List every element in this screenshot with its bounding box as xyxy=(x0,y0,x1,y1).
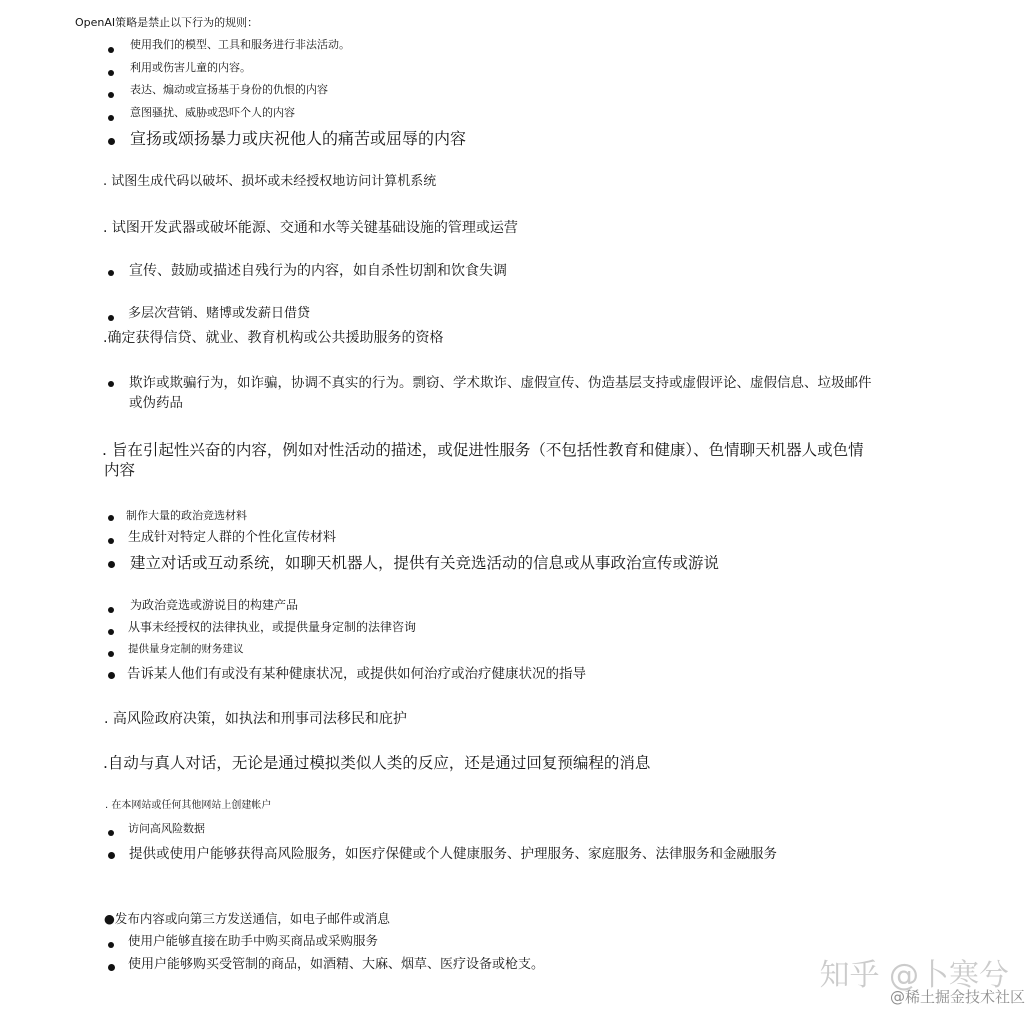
list-item: 表达、煽动或宣扬基于身份的仇恨的内容 xyxy=(130,83,328,96)
bullet-icon xyxy=(108,315,114,321)
list-item: 告诉某人他们有或没有某种健康状况，或提供如何治疗或治疗健康状况的指导 xyxy=(127,666,586,682)
bullet-icon xyxy=(108,942,114,948)
list-item: 多层次营销、赌博或发薪日借贷 xyxy=(128,306,311,321)
list-item: . 旨在引起性兴奋的内容，例如对性活动的描述，或促进性服务（不包括性教育和健康）、色情聊天机器人或色情 xyxy=(102,441,864,459)
bullet-icon xyxy=(108,607,114,613)
list-item-continuation: 内容 xyxy=(104,461,136,479)
watermark-main: 知乎 @卜寒兮 xyxy=(819,958,1009,993)
bullet-icon xyxy=(108,515,114,521)
bullet-icon xyxy=(108,92,114,98)
bullet-icon xyxy=(108,852,115,859)
list-item: 提供或使用户能够获得高风险服务，如医疗保健或个人健康服务、护理服务、家庭服务、法律服务和金融服务 xyxy=(129,846,777,862)
bullet-icon xyxy=(108,672,115,679)
list-item: 建立对话或互动系统，如聊天机器人，提供有关竞选活动的信息或从事政治宣传或游说 xyxy=(130,554,720,572)
list-item: .确定获得信贷、就业、教育机构或公共援助服务的资格 xyxy=(103,330,444,346)
list-item: 生成针对特定人群的个性化宣传材料 xyxy=(128,530,337,545)
list-item: . 在本网站或任何其他网站上创建帐户 xyxy=(105,800,272,811)
list-item: 为政治竞选或游说目的构建产品 xyxy=(130,598,299,612)
bullet-icon xyxy=(108,47,114,53)
list-item: 意图骚扰、威胁或恐吓个人的内容 xyxy=(130,106,295,119)
document-title: OpenAI策略是禁止以下行为的规则： xyxy=(75,16,259,29)
list-item: 制作大量的政治竞选材料 xyxy=(126,509,247,522)
watermark-sub: @稀土掘金技术社区 xyxy=(889,988,1025,1006)
list-item-continuation: 或伪药品 xyxy=(129,395,183,411)
bullet-icon xyxy=(108,964,115,971)
bullet-icon xyxy=(108,270,114,276)
bullet-icon xyxy=(108,138,115,145)
bullet-icon xyxy=(108,651,114,657)
list-item: 使用户能够购买受管制的商品，如酒精、大麻、烟草、医疗设备或枪支。 xyxy=(128,957,545,972)
list-item: 宣传、鼓励或描述自残行为的内容，如自杀性切割和饮食失调 xyxy=(129,263,507,279)
list-item: 访问高风险数据 xyxy=(128,822,205,835)
list-item: 使用户能够直接在助手中购买商品或采购服务 xyxy=(128,933,379,948)
list-item: . 高风险政府决策，如执法和刑事司法移民和庇护 xyxy=(104,711,407,727)
list-item: 从事未经授权的法律执业，或提供量身定制的法律咨询 xyxy=(128,620,417,634)
bullet-icon xyxy=(108,70,114,76)
bullet-icon xyxy=(108,629,114,635)
bullet-icon xyxy=(108,561,115,568)
list-item: .自动与真人对话，无论是通过模拟类似人类的反应，还是通过回复预编程的消息 xyxy=(103,754,651,772)
list-item: 使用我们的模型、工具和服务进行非法活动。 xyxy=(130,38,350,51)
list-item: . 试图开发武器或破坏能源、交通和水等关键基础设施的管理或运营 xyxy=(103,220,518,236)
bullet-icon xyxy=(108,830,114,836)
bullet-icon xyxy=(108,538,114,544)
list-item: 利用或伤害儿童的内容。 xyxy=(130,61,251,74)
list-item: 欺诈或欺骗行为，如诈骗，协调不真实的行为。剽窃、学术欺诈、虚假宣传、伪造基层支持或虚假评论、虚假信息、垃圾邮件 xyxy=(129,375,872,391)
bullet-icon xyxy=(108,381,114,387)
list-item: ●发布内容或向第三方发送通信，如电子邮件或消息 xyxy=(104,911,390,926)
list-item: . 试图生成代码以破坏、损坏或未经授权地访问计算机系统 xyxy=(103,174,437,189)
list-item: 宣扬或颂扬暴力或庆祝他人的痛苦或屈辱的内容 xyxy=(130,129,467,148)
list-item: 提供量身定制的财务建议 xyxy=(128,643,244,655)
bullet-icon xyxy=(108,115,114,121)
